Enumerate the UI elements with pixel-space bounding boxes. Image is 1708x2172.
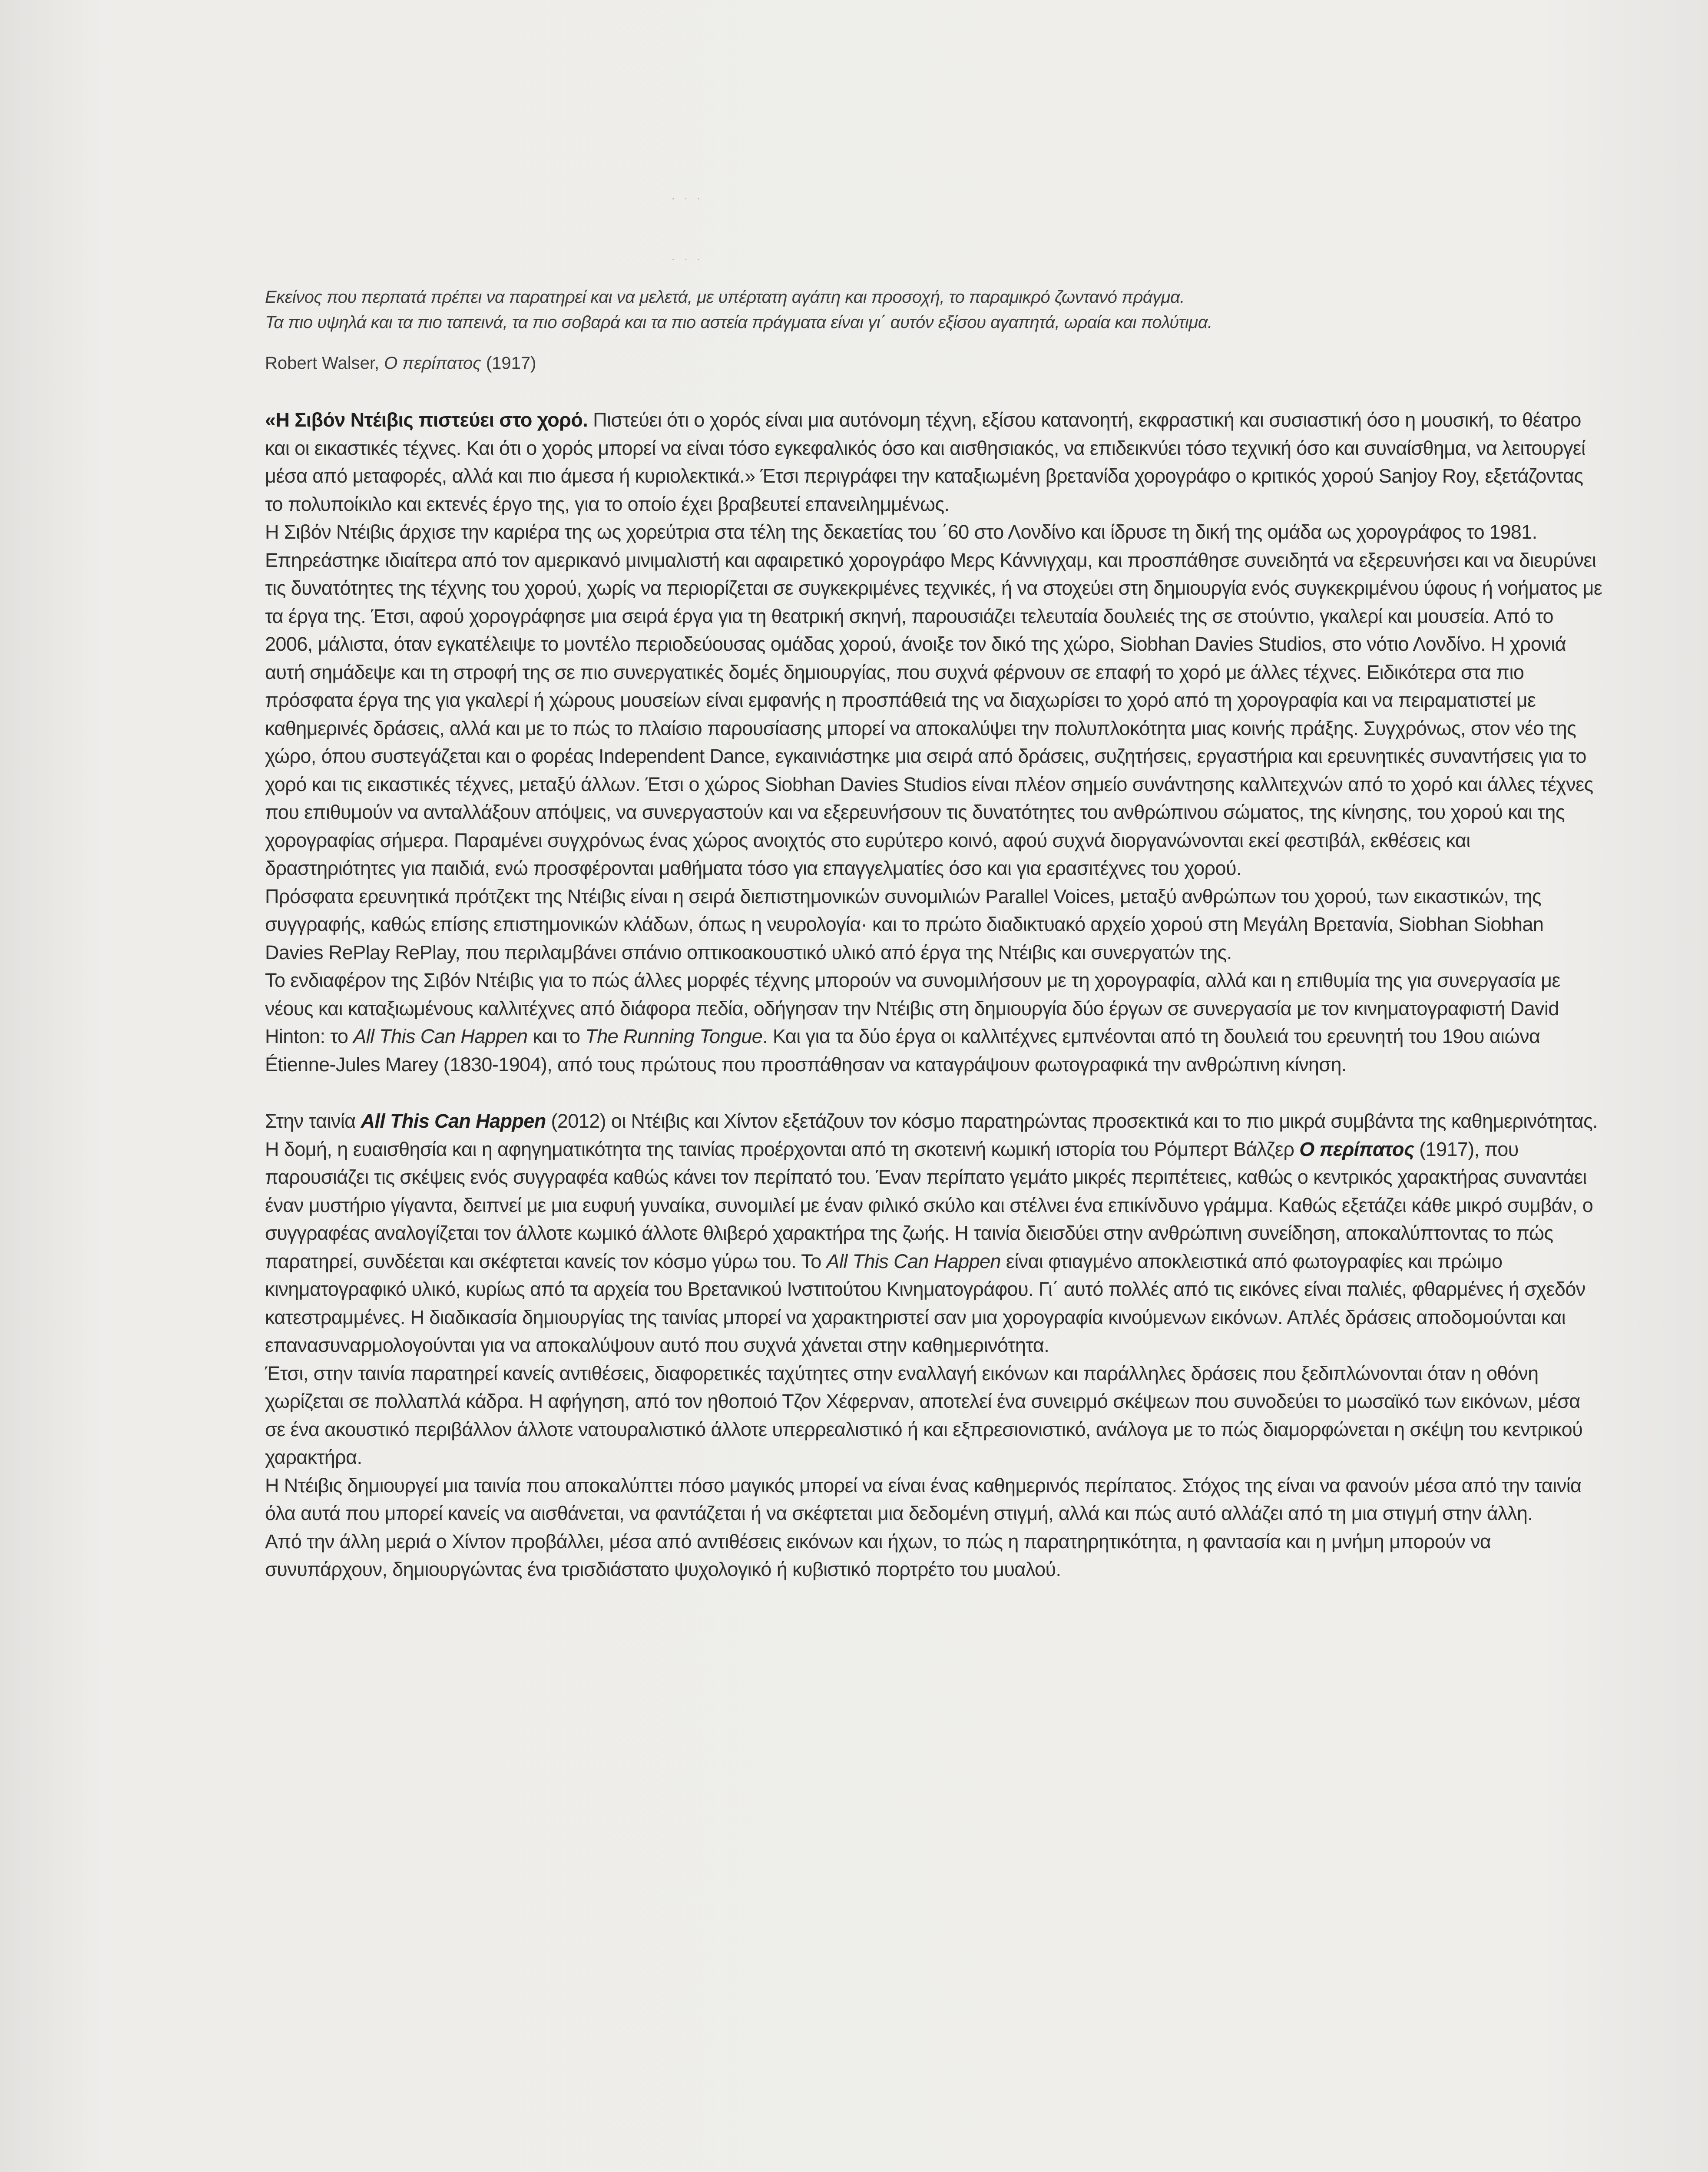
paragraph-text: (1917), που παρουσιάζει τις σκέψεις ενός συγγραφέα καθώς κάνει τον περίπατό του. Έναν περίπατο γεμάτο μικρές περιπέτειες, καθώς ο κεντρικός χαρακτήρας συναντάει έναν μυστήριο γίγαντα, δειπνεί με μια ευφυή γυναίκα, συνομιλεί με έναν φιλικό σκύλο και στέλνει ένα επικίνδυνο γράμμα. Καθώς εξετάζει κάθε μικρό συμβάν, ο συγγραφέας αναλογίζεται τον άλλοτε κωμικό άλλοτε θλιβερό χαρακτήρα της ζωής. Η ταινία διεισδύει στην ανθρώπινη συνείδηση, αποκαλύπτοντας το πώς παρατηρεί, συνδέεται και σκέφτεται κανείς τον κόσμο γύρω του. Το: [265, 1138, 1593, 1272]
paragraph-text: και το: [527, 1025, 586, 1047]
article-paragraph: Η Σιβόν Ντέιβις άρχισε την καριέρα της ως χορεύτρια στα τέλη της δεκαετίας του ΄60 στο Λονδίνο και ίδρυσε τη δική της ομάδα ως χορογράφος το 1981. Επηρεάστηκε ιδιαίτερα από τον αμερικανό μινιμαλιστή και αφαιρετικό χορογράφο Μερς Κάννιγχαμ, και προσπάθησε συνειδητά να εξερευνήσει και να διευρύνει τις δυνατότητες της τέχνης του χορού, χωρίς να περιορίζεται σε συγκεκριμένες τεχνικές, ή να στοχεύει στη δημιουργία ενός συγκεκριμένου ύφους ή νοήματος με τα έργα της. Έτσι, αφού χορογράφησε μια σειρά έργα για τη θεατρική σκηνή, παρουσιάζει τελευταία δουλειές της σε στούντιο, γκαλερί και μουσεία. Από το 2006, μάλιστα, όταν εγκατέλειψε το μοντέλο περιοδεύουσας ομάδας χορού, άνοιξε τον δικό της χώρο, Siobhan Davies Studios, στο νότιο Λονδίνο. Η χρονιά αυτή σημάδεψε και τη στροφή της σε πιο συνεργατικές δομές δημιουργίας, που συχνά φέρνουν σε επαφή το χορό με άλλες τέχνες. Ειδικότερα στα πιο πρόσφατα έργα της για γκαλερί ή χώρους μουσείων είναι εμφανής η προσπάθειά της να διαχωρίσει το χορό από τη χορογραφία και να πειραματιστεί με καθημερινές δράσεις, αλλά και με το πώς το πλαίσιο παρουσίασης μπορεί να αποκαλύψει την πολυπλοκότητα μιας κοινής πράξης. Συγχρόνως, στον νέο της χώρο, όπου συστεγάζεται και ο φορέας Independent Dance, εγκαινιάστηκε μια σειρά από δράσεις, συζητήσεις, εργαστήρια και ερευνητικές συναντήσεις για το χορό και τις εικαστικές τέχνες, μεταξύ άλλων. Έτσι ο χώρος Siobhan Davies Studios είναι πλέον σημείο συνάντησης καλλιτεχνών από το χορό και άλλες τέχνες που επιθυμούν να ανταλλάξουν απόψεις, να συνεργαστούν και να εξερευνήσουν τις δυνατότητες του ανθρώπινου σώματος, της κίνησης, του χορού και της χορογραφίας σήμερα. Παραμένει συγχρόνως ένας χώρος ανοιχτός στο ευρύτερο κοινό, αφού συχνά διοργανώνονται εκεί φεστιβάλ, εκθέσεις και δραστηριότητες για παιδιά, ενώ προσφέρονται μαθήματα τόσο για επαγγελματίες όσο και για ερασιτέχνες του χορού.: [265, 521, 1602, 879]
paragraph-text: Το ενδιαφέρον της Σιβόν Ντέιβις για το πώς άλλες μορφές τέχνης μπορούν να συνομιλήσουν με τη χορογραφία, αλλά και η επιθυμία της για συνεργασία με νέους και καταξιωμένους καλλιτέχνες από διάφορα πεδία, οδήγησαν την Ντέιβις στη δημιουργία δύο έργων σε συνεργασία με τον κινηματογραφιστή David Hinton: το: [265, 969, 1560, 1047]
epigraph-line: Εκείνος που περπατά πρέπει να παρατηρεί και να μελετά, με υπέρτατη αγάπη και προσοχή, το παραμικρό ζωντανό πράγμα.: [265, 288, 1185, 307]
epigraph-work-title: Ο περίπατος: [384, 354, 481, 373]
article-paragraph: [265, 406, 1603, 518]
film-title: All This Can Happen: [826, 1250, 1001, 1272]
article-paragraph: Πρόσφατα ερευνητικά πρότζεκτ της Ντέιβις είναι η σειρά διεπιστημονικών συνομιλιών Parallel Voices, μεταξύ ανθρώπων του χορού, των εικαστικών, της συγγραφής, καθώς επίσης επιστημονικών κλάδων, όπως η νευρολογία· και το πρώτο διαδικτυακό αρχείο χορού στη Μεγάλη Βρετανία, Siobhan Siobhan Davies RePlay RePlay, που περιλαμβάνει σπάνιο οπτικοακουστικό υλικό από έργα της Ντέιβις και συνεργατών της.: [265, 885, 1544, 963]
paragraph-text: . Και για τα δύο έργα οι καλλιτέχνες εμπνέονται από τη δουλειά του ερευνητή του 19ου αιώνα Étienne-Jules Marey (1830-1904), από τους πρώτους που προσπάθησαν να καταγράψουν φωτογραφικά την ανθρώπινη κίνηση.: [265, 1025, 1540, 1076]
epigraph-line: Τα πιο υψηλά και τα πιο ταπεινά, τα πιο σοβαρά και τα πιο αστεία πράγματα είναι γι΄ αυτόν εξίσου αγαπητά, ωραία και πολύτιμα.: [265, 313, 1212, 332]
epigraph-year: (1917): [481, 354, 536, 373]
article-paragraph: Από την άλλη μεριά ο Χίντον προβάλλει, μέσα από αντιθέσεις εικόνων και ήχων, το πώς η παρατηρητικότητα, η φαντασία και η μνήμη μπορούν να συνυπάρχουν, δημιουργώντας ένα τρισδιάστατο ψυχολογικό ή κυβιστικό πορτρέτο του μυαλού.: [265, 1530, 1491, 1580]
film-title: All This Can Happen: [353, 1025, 528, 1047]
book-title: Ο περίπατος: [1299, 1138, 1414, 1160]
paragraph-text: Πιστεύει ότι ο χορός είναι μια αυτόνομη τέχνη, εξίσου κατανοητή, εκφραστική και συσιαστική όσο η μουσική, το θέατρο και οι εικαστικές τέχνες. Και ότι ο χορός μπορεί να είναι τόσο εγκεφαλικός όσο και αισθησιακός, να επιδεικνύει τόσο τεχνική όσο και συναίσθημα, να λειτουργεί μέσα από μεταφορές, αλλά και πιο άμεσα ή κυριολεκτικά.» Έτσι περιγράφει την καταξιωμένη βρετανίδα χορογράφο ο κριτικός χορού Sanjoy Roy, εξετάζοντας το πολυποίκιλο και εκτενές έργο της, για το οποίο έχει βραβευτεί επανειλημμένως.: [265, 409, 1586, 515]
film-title: The Running Tongue: [585, 1025, 763, 1047]
lead-statement: «Η Σιβόν Ντέιβις πιστεύει στο χορό.: [265, 409, 588, 431]
paragraph-text: Στην ταινία: [265, 1110, 361, 1132]
article-paragraph: Η Ντέιβις δημιουργεί μια ταινία που αποκαλύπτει πόσο μαγικός μπορεί να είναι ένας καθημερινός περίπατος. Στόχος της είναι να φανούν μέσα από την ταινία όλα αυτά που μπορεί κανείς να αισθάνεται, να φαντάζεται ή να σκέφτεται μια δεδομένη στιγμή, αλλά και πώς αυτό αλλάζει από τη μια στιγμή στην άλλη.: [265, 1474, 1582, 1524]
article-paragraph: [265, 967, 1603, 1079]
epigraph: [265, 285, 1603, 376]
film-title: All This Can Happen: [361, 1110, 546, 1132]
article-paragraph: [265, 1107, 1603, 1360]
article-paragraph: Έτσι, στην ταινία παρατηρεί κανείς αντιθέσεις, διαφορετικές ταχύτητες στην εναλλαγή εικόνων και παράλληλες δράσεις που ξεδιπλώνονται όταν η οθόνη χωρίζεται σε πολλαπλά κάδρα. Η αφήγηση, από τον ηθοποιό Τζον Χέφερναν, αποτελεί ένα συνειρμό σκέψεων που συνοδεύει το μωσαϊκό των εικόνων, μέσα σε ένα ακουστικό περιβάλλον άλλοτε νατουραλιστικό άλλοτε υπερρεαλιστικό ή και εξπρεσιονιστικό, ανάλογα με το πώς διαμορφώνεται η σκέψη του κεντρικού χαρακτήρα.: [265, 1362, 1583, 1468]
paragraph-text: (2012) οι Ντέιβις και Χίντον εξετάζουν τον κόσμο παρατηρώντας προσεκτικά και το πιο μικρά συμβάντα της καθημερινότητας. Η δομή, η ευαισθησία και η αφηγηματικότητα της ταινίας προέρχονται από τη σκοτεινή κωμική ιστορία του Ρόμπερτ Βάλζερ: [265, 1110, 1598, 1160]
epigraph-author: Robert Walser,: [265, 354, 384, 373]
paragraph-text: είναι φτιαγμένο αποκλειστικά από φωτογραφίες και πρώιμο κινηματογραφικό υλικό, κυρίως από τα αρχεία του Βρετανικού Ινστιτούτου Κινηματογράφου. Γι΄ αυτό πολλές από τις εικόνες είναι παλιές, φθαρμένες ή σχεδόν κατεστραμμένες. Η διαδικασία δημιουργίας της ταινίας μπορεί να χαρακτηριστεί σαν μια χορογραφία κινούμενων εικόνων. Απλές δράσεις αποδομούνται και επανασυναρμολογούνται για να αποκαλύψουν αυτό που συχνά χάνεται στην καθημερινότητα.: [265, 1250, 1586, 1356]
print-artifact-dots: · · ·: [671, 191, 703, 205]
epigraph-source: [265, 351, 1603, 376]
page-content: [265, 285, 1603, 1584]
article-body: [265, 406, 1603, 1584]
print-artifact-dots: · · ·: [671, 252, 703, 265]
